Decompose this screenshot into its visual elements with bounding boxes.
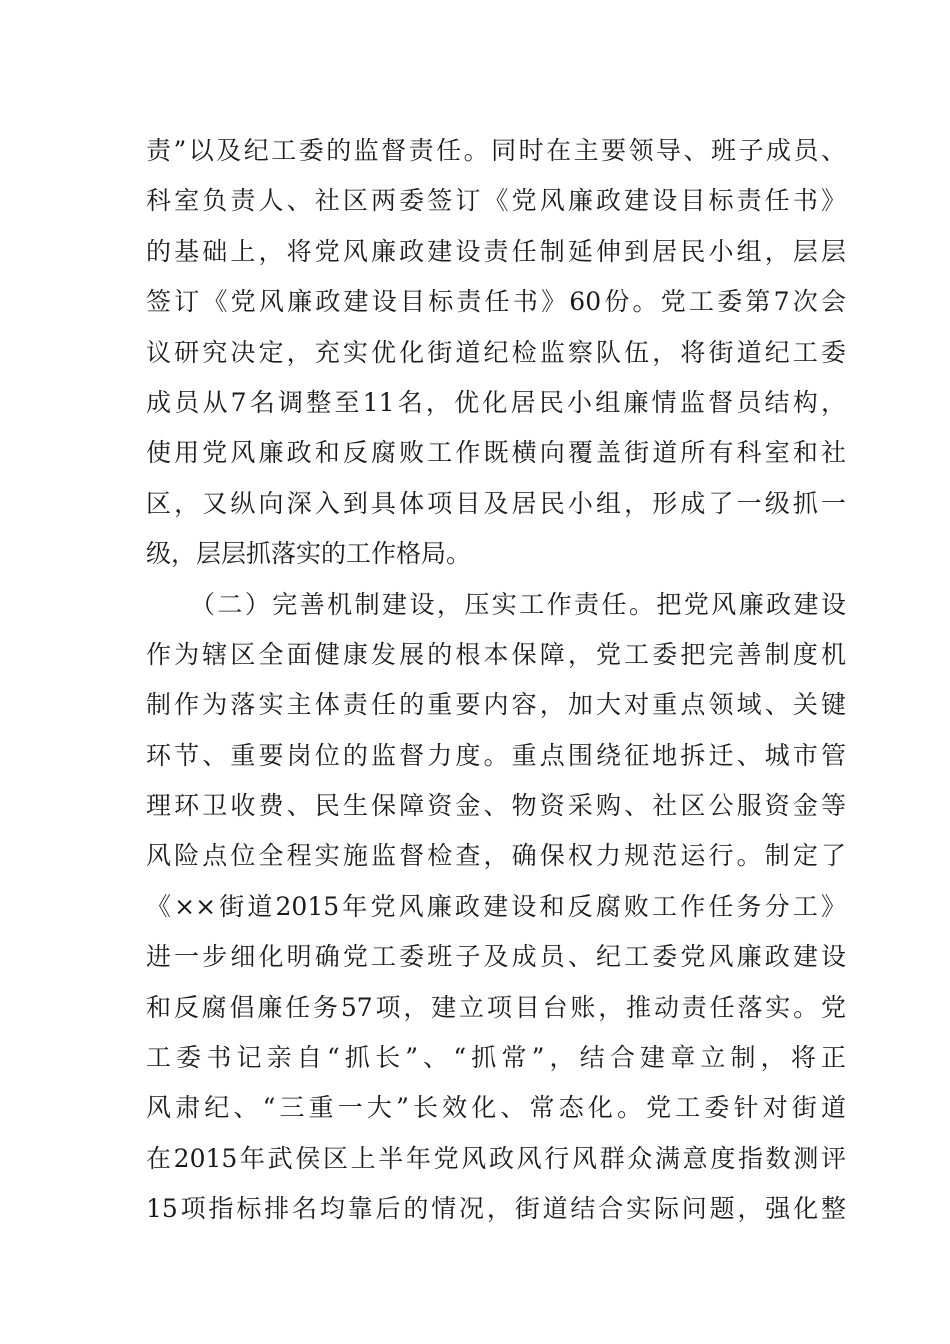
body-text xyxy=(146,126,846,1235)
text-line-14: 理环卫收费、民生保障资金、物资采购、社区公服资金等 xyxy=(146,791,846,821)
text-line-4: 签订《党风廉政建设目标责任书》60份。党工委第7次会 xyxy=(146,287,846,317)
text-line-9: 级，层层抓落实的工作格局。 xyxy=(146,539,472,569)
text-line-13: 环节、重要岗位的监督力度。重点围绕征地拆迁、城市管 xyxy=(146,740,846,770)
text-line-16: 《××街道2015年党风廉政建设和反腐败工作任务分工》 xyxy=(146,891,846,921)
text-line-18: 和反腐倡廉任务57项，建立项目台账，推动责任落实。党 xyxy=(146,992,846,1022)
text-line-3: 的基础上，将党风廉政建设责任制延伸到居民小组，层层 xyxy=(146,236,846,266)
text-line-17: 进一步细化明确党工委班子及成员、纪工委党风廉政建设 xyxy=(146,942,846,972)
section-heading-line: （二）完善机制建设，压实工作责任。把党风廉政建设 xyxy=(190,589,846,619)
text-line-12: 制作为落实主体责任的重要内容，加大对重点领域、关键 xyxy=(146,690,846,720)
text-line-21: 在2015年武侯区上半年党风政风行风群众满意度指数测评 xyxy=(146,1143,846,1173)
text-line-19: 工委书记亲自“抓长”、“抓常”，结合建章立制，将正 xyxy=(146,1043,846,1073)
text-line-2: 科室负责人、社区两委签订《党风廉政建设目标责任书》 xyxy=(146,186,846,216)
text-line-20: 风肃纪、“三重一大”长效化、常态化。党工委针对街道 xyxy=(146,1093,846,1123)
text-line-8: 区，又纵向深入到具体项目及居民小组，形成了一级抓一 xyxy=(146,488,846,518)
text-line-1: 责”以及纪工委的监督责任。同时在主要领导、班子成员、 xyxy=(146,136,846,165)
text-line-22: 15项指标排名均靠后的情况，街道结合实际问题，强化整 xyxy=(146,1194,846,1224)
text-line-5: 议研究决定，充实优化街道纪检监察队伍，将街道纪工委 xyxy=(146,337,846,367)
text-line-6: 成员从7名调整至11名，优化居民小组廉情监督员结构， xyxy=(146,387,846,417)
text-line-11: 作为辖区全面健康发展的根本保障，党工委把完善制度机 xyxy=(146,639,846,669)
text-line-15: 风险点位全程实施监督检查，确保权力规范运行。制定了 xyxy=(146,841,846,871)
text-line-7: 使用党风廉政和反腐败工作既横向覆盖街道所有科室和社 xyxy=(146,438,846,468)
